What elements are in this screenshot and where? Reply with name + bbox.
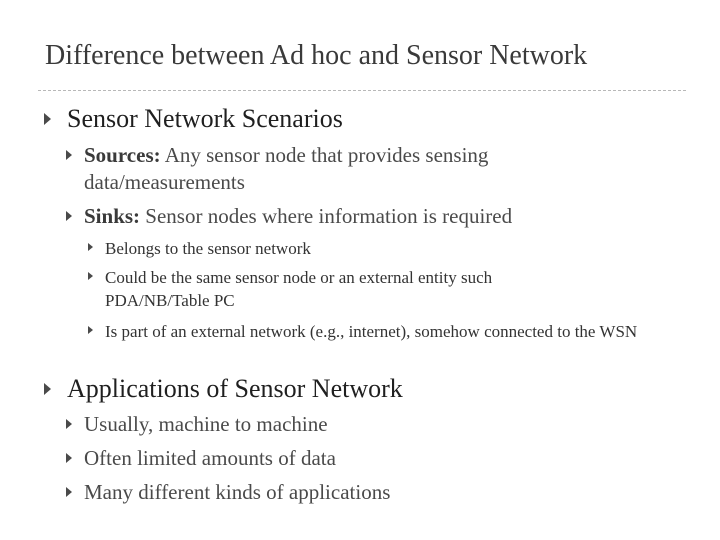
- sub-item-text: Is part of an external network (e.g., internet), somehow connected to the WSN: [105, 322, 638, 341]
- section-heading: Applications of Sensor Network: [67, 374, 403, 403]
- sub-item-text: Belongs to the sensor network: [105, 239, 311, 258]
- item-label: Sources:: [84, 143, 161, 167]
- item-text: Any sensor node that provides sensing data/measurements: [84, 143, 489, 194]
- sub-item-belongs: [88, 237, 668, 260]
- sub-item-text: Could be the same sensor node or an external entity such PDA/NB/Table PC: [105, 268, 493, 310]
- triangle-bullet-icon: [88, 272, 93, 280]
- title-divider: [38, 90, 686, 91]
- item-text: Sensor nodes where information is required: [140, 204, 513, 228]
- section-heading-applications: [44, 373, 403, 405]
- list-item-text: [84, 142, 626, 196]
- triangle-bullet-icon: [88, 326, 93, 334]
- sub-item-external-network: [88, 320, 668, 343]
- triangle-bullet-icon: [66, 453, 72, 463]
- item-label: Sinks:: [84, 204, 141, 228]
- list-item-machine-to-machine: [66, 411, 626, 438]
- list-item-text: Often limited amounts of data: [84, 446, 336, 470]
- triangle-bullet-icon: [88, 243, 93, 251]
- list-item-sources: [66, 142, 626, 196]
- triangle-bullet-icon: [44, 113, 51, 125]
- list-item-text: [84, 203, 512, 230]
- slide-title: Difference between Ad hoc and Sensor Network: [45, 40, 588, 71]
- triangle-bullet-icon: [66, 150, 72, 160]
- list-item-sinks: [66, 203, 626, 230]
- section-heading-scenarios: [44, 103, 343, 135]
- list-item-text: Usually, machine to machine: [84, 412, 328, 436]
- list-item-text: Many different kinds of applications: [84, 480, 391, 504]
- triangle-bullet-icon: [66, 419, 72, 429]
- triangle-bullet-icon: [66, 211, 72, 221]
- sub-item-same-node: [88, 266, 568, 312]
- list-item-applications: [66, 479, 626, 506]
- section-heading: Sensor Network Scenarios: [67, 104, 343, 133]
- list-item-limited-data: [66, 445, 626, 472]
- triangle-bullet-icon: [66, 487, 72, 497]
- triangle-bullet-icon: [44, 383, 51, 395]
